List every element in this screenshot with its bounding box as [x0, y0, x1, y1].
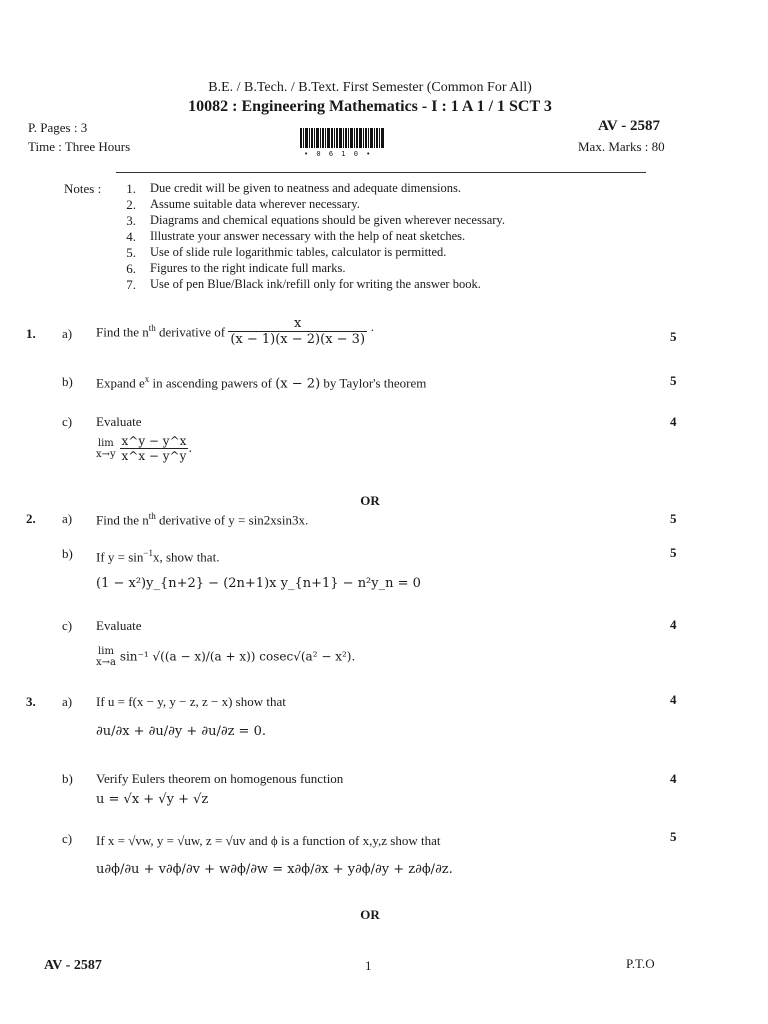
note-number: 4. — [126, 229, 136, 244]
or-separator-2: OR — [360, 907, 380, 922]
q2c-text: Evaluate — [96, 618, 142, 633]
q3c-marks: 5 — [670, 829, 677, 844]
q2c-limit: lim x→a sin⁻¹ √((a − x)/(a + x)) cosec√(a² − x²). — [96, 646, 356, 668]
exam-time: Time : Three Hours — [28, 139, 131, 154]
page-number: 1 — [365, 958, 372, 973]
note-number: 3. — [126, 213, 136, 228]
barcode-number: • 0 6 1 0 • — [304, 150, 373, 158]
q1c-marks: 4 — [670, 414, 677, 429]
note-number: 7. — [126, 277, 136, 292]
note-number: 1. — [126, 181, 136, 196]
note-number: 2. — [126, 197, 136, 212]
q1c-text: Evaluate — [96, 414, 142, 429]
header-divider — [116, 172, 646, 173]
q1c-fraction: $\frac{x\^{}y - y\^{}x}{x\^{}x - y\^{}y}$ — [121, 434, 187, 463]
q1c-limit: lim x→y $\frac{x\^{}y - y\^{}x}{x\^{}x - y\^{}y}$ . — [96, 434, 193, 463]
q3a-marks: 4 — [670, 692, 677, 707]
note-text: Use of pen Blue/Black ink/refill only for writing the answer book. — [150, 277, 481, 291]
question-number-3: 3. — [26, 694, 36, 709]
q3b-text: Verify Eulers theorem on homogenous function — [96, 771, 344, 786]
note-text: Figures to the right indicate full marks. — [150, 261, 346, 275]
page-count: P. Pages : 3 — [28, 120, 88, 135]
note-text: Illustrate your answer necessary with the help of neat sketches. — [150, 229, 466, 243]
note-text: Diagrams and chemical equations should be given wherever necessary. — [150, 213, 505, 227]
q3b-equation: u = √x + √y + √z — [96, 792, 209, 807]
q3a-text: If u = f(x − y, y − z, z − x) show that — [96, 694, 286, 709]
question-number-2: 2. — [26, 511, 36, 526]
question-number-1: 1. — [26, 326, 36, 341]
q1a-fraction: $\frac{x}{(x - 1)(x - 2)(x - 3)}$ — [230, 316, 366, 347]
or-separator-1: OR — [360, 493, 380, 508]
paper-code: AV - 2587 — [598, 118, 660, 134]
q1b-text: Expand $e^x$ in ascending pawers of (x − 2) by Taylor's theorem — [96, 374, 427, 392]
q2b-marks: 5 — [670, 545, 677, 560]
q1b-marks: 5 — [670, 373, 677, 388]
q1a-text: Find the $n^{th}$ derivative of $\frac{x}{(x - 1)(x - 2)(x - 3)}$ · — [96, 316, 375, 347]
q2b-text: If $y = \sin^{-1}x$, show that. — [96, 548, 220, 565]
q2a-text: Find the $n^{th}$ derivative of y = sin2xsin3x. — [96, 511, 309, 528]
note-number: 6. — [126, 261, 136, 276]
q1a-label: a) — [62, 326, 73, 341]
subject-title: 10082 : Engineering Mathematics - I : 1 A 1 / 1 SCT 3 — [188, 98, 552, 115]
q3b-label: b) — [62, 771, 73, 786]
q3a-label: a) — [62, 694, 73, 709]
q2b-equation: (1 − x²)y_{n+2} − (2n+1)x y_{n+1} − n²y_n = 0 — [96, 576, 421, 591]
q1a-marks: 5 — [670, 329, 677, 344]
q2a-marks: 5 — [670, 511, 677, 526]
note-text: Assume suitable data wherever necessary. — [150, 197, 360, 211]
q2b-label: b) — [62, 546, 73, 561]
q2a-label: a) — [62, 511, 73, 526]
q3b-marks: 4 — [670, 771, 677, 786]
q1b-label: b) — [62, 374, 73, 389]
q3c-label: c) — [62, 831, 73, 846]
course-title: B.E. / B.Tech. / B.Text. First Semester (Common For All) — [208, 80, 532, 95]
note-number: 5. — [126, 245, 136, 260]
q1c-label: c) — [62, 414, 73, 429]
max-marks: Max. Marks : 80 — [578, 139, 665, 154]
q2c-label: c) — [62, 618, 73, 633]
barcode-icon — [300, 128, 384, 148]
q2c-marks: 4 — [670, 617, 677, 632]
pto-label: P.T.O — [626, 956, 655, 971]
footer-code: AV - 2587 — [44, 958, 102, 973]
q3a-equation: ∂u/∂x + ∂u/∂y + ∂u/∂z = 0. — [96, 724, 266, 739]
notes-label: Notes : — [64, 181, 102, 196]
note-text: Due credit will be given to neatness and adequate dimensions. — [150, 181, 462, 195]
q3c-equation: u∂ϕ/∂u + v∂ϕ/∂v + w∂ϕ/∂w = x∂ϕ/∂x + y∂ϕ/∂y + z∂ϕ/∂z. — [96, 862, 453, 877]
q3c-text: If x = √vw, y = √uw, z = √uv and ϕ is a function of x,y,z show that — [96, 833, 441, 848]
note-text: Use of slide rule logarithmic tables, calculator is permitted. — [150, 245, 447, 259]
